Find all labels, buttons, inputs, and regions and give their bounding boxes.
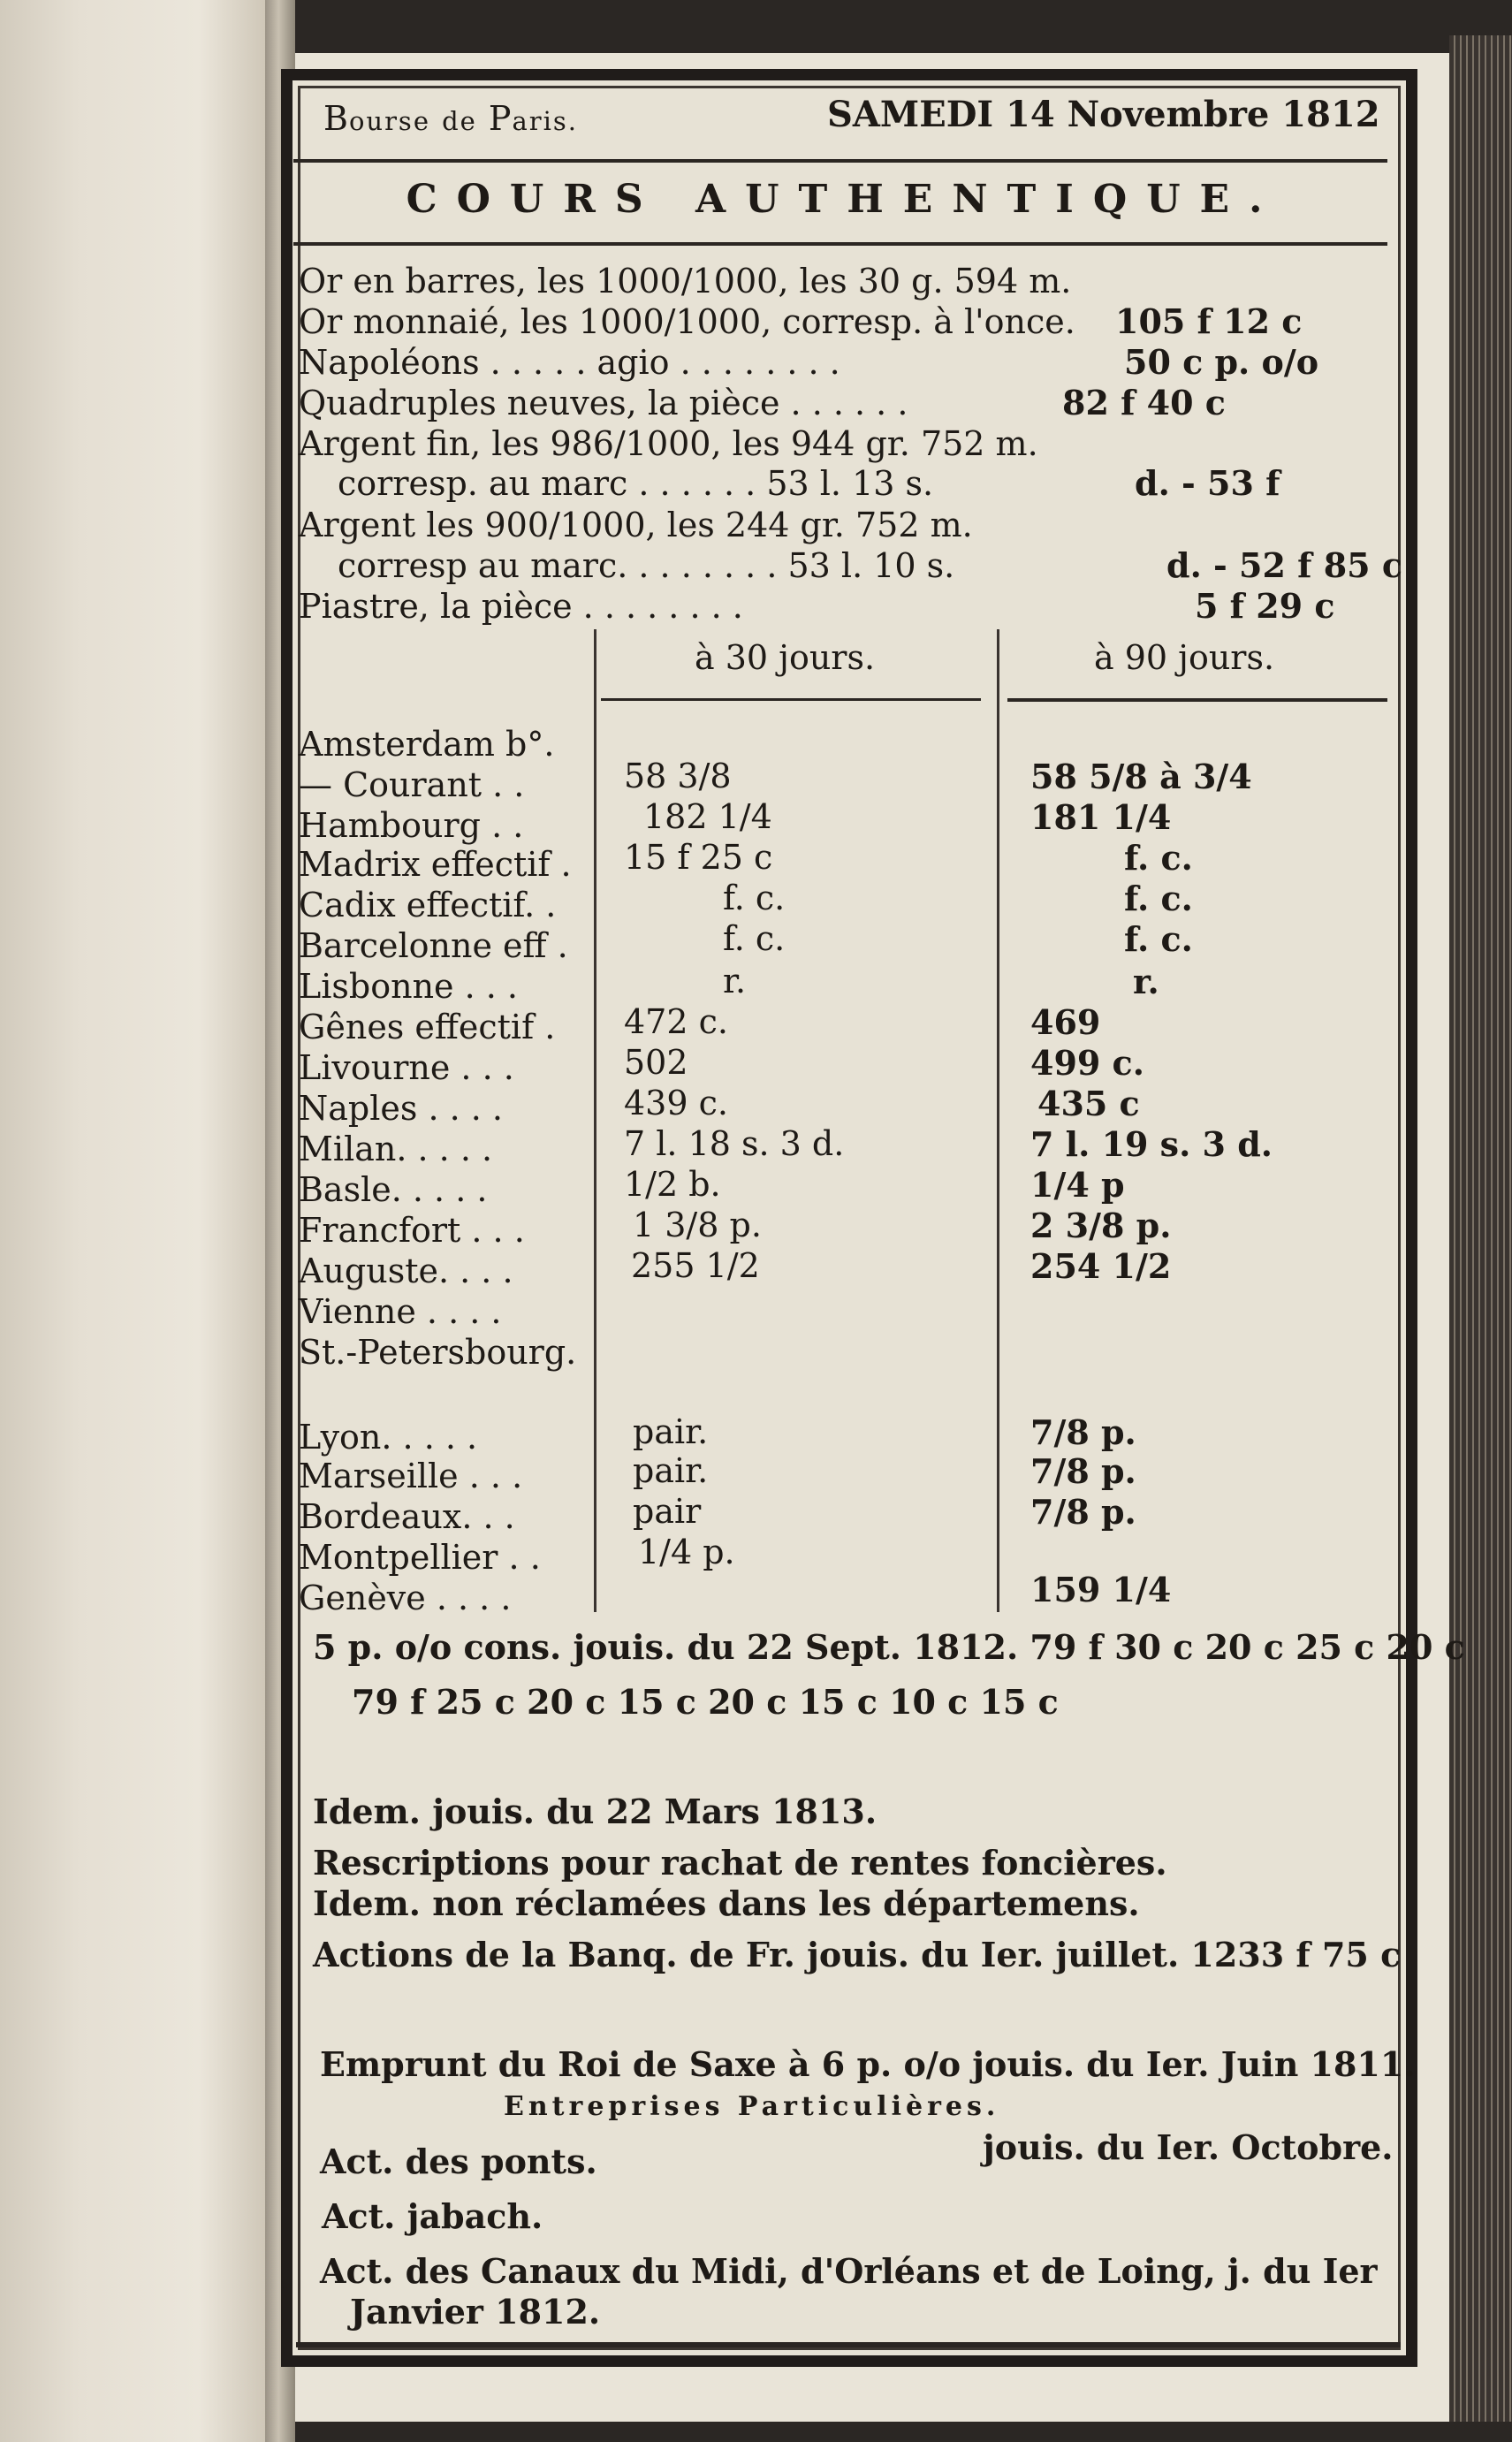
act-jabach: Act. jabach.	[322, 2196, 543, 2236]
entreprises-title: Entreprises Particulières.	[504, 2091, 1000, 2122]
actions-banque: Actions de la Banq. de Fr. jouis. du Ier. juillet. 1233 f 75 c	[313, 1935, 1402, 1974]
metal-value: d. - 53 f	[1135, 463, 1280, 503]
exchange-city: Basle. . . . .	[299, 1170, 488, 1209]
idem-non-reclamees: Idem. non réclamées dans les départemens.	[313, 1883, 1140, 1923]
rate-30-days: 255 1/2	[631, 1246, 760, 1285]
metal-value: 5 f 29 c	[1195, 586, 1335, 626]
metal-text: Piastre, la pièce . . . . . . . .	[299, 587, 743, 626]
rate-90-days: 181 1/4	[1030, 797, 1172, 837]
rate-90-days: f. c.	[1124, 879, 1193, 918]
rate-90-days: f. c.	[1124, 838, 1193, 878]
act-canaux-1: Act. des Canaux du Midi, d'Orléans et de Loing, j. du Ier	[320, 2251, 1378, 2291]
exchange-city: Marseille . . .	[299, 1457, 523, 1495]
column-divider-2	[997, 629, 999, 1612]
exchange-city: Auguste. . . .	[299, 1251, 513, 1290]
column-rule-90	[1007, 698, 1387, 702]
column-header-30-days: à 30 jours.	[695, 638, 876, 677]
rate-90-days: 7/8 p.	[1030, 1451, 1136, 1491]
rentes-line-1: 5 p. o/o cons. jouis. du 22 Sept. 1812. 79 f 30 c 20 c 25 c 20 c	[313, 1627, 1465, 1667]
rate-90-days: 7 l. 19 s. 3 d.	[1030, 1124, 1273, 1164]
rate-30-days: 15 f 25 c	[624, 838, 773, 877]
exchange-city: Naples . . . .	[299, 1089, 504, 1128]
rate-90-days: 469	[1030, 1002, 1101, 1042]
exchange-city: Milan. . . . .	[299, 1130, 493, 1168]
header-left: Bourse de Paris.	[323, 99, 579, 138]
rate-90-days: 7/8 p.	[1030, 1492, 1136, 1532]
exchange-city: Gênes effectif .	[299, 1008, 556, 1046]
exchange-city: St.-Petersbourg.	[299, 1333, 577, 1372]
rate-90-days: 2 3/8 p.	[1030, 1206, 1172, 1245]
metal-text: corresp. au marc . . . . . . 53 l. 13 s.	[338, 464, 934, 503]
act-ponts: Act. des ponts.	[320, 2142, 597, 2181]
metal-text: Argent les 900/1000, les 244 gr. 752 m.	[299, 506, 973, 544]
idem-mars: Idem. jouis. du 22 Mars 1813.	[313, 1792, 878, 1831]
metal-text: Or en barres, les 1000/1000, les 30 g. 594 m.	[299, 262, 1072, 300]
rate-30-days: f. c.	[723, 879, 786, 917]
left-facing-page	[0, 0, 265, 2442]
rate-30-days: 1 3/8 p.	[633, 1206, 762, 1244]
rate-30-days: pair	[633, 1492, 702, 1531]
rate-30-days: pair.	[633, 1412, 709, 1451]
page-edges	[1449, 35, 1512, 2422]
exchange-city: — Courant . .	[299, 765, 525, 804]
metal-value: 105 f 12 c	[1115, 301, 1303, 341]
rescriptions: Rescriptions pour rachat de rentes foncières.	[313, 1843, 1167, 1883]
rate-30-days: 472 c.	[624, 1002, 728, 1041]
rate-30-days: r.	[723, 962, 747, 1000]
header-date: SAMEDI 14 Novembre 1812	[827, 94, 1380, 135]
metal-text: Napoléons . . . . . agio . . . . . . . .	[299, 343, 840, 382]
exchange-city: Madrix effectif .	[299, 845, 572, 884]
rate-90-days: 58 5/8 à 3/4	[1030, 757, 1252, 796]
rate-30-days: 439 c.	[624, 1084, 728, 1122]
rate-30-days: 502	[624, 1043, 688, 1082]
column-header-90-days: à 90 jours.	[1094, 638, 1275, 677]
exchange-city: Hambourg . .	[299, 806, 524, 845]
column-rule-30	[601, 698, 981, 701]
exchange-city: Vienne . . . .	[299, 1292, 502, 1331]
rate-90-days: 499 c.	[1030, 1043, 1144, 1083]
exchange-city: Bordeaux. . .	[299, 1497, 515, 1536]
header-rule	[293, 159, 1387, 163]
rate-90-days: 159 1/4	[1030, 1570, 1172, 1609]
rate-30-days: 58 3/8	[624, 757, 732, 795]
metal-text: corresp au marc. . . . . . . . 53 l. 10 s.	[338, 546, 955, 585]
metal-text: Argent fin, les 986/1000, les 944 gr. 752 m.	[299, 424, 1038, 463]
title-rule	[293, 242, 1387, 246]
rate-90-days: 1/4 p	[1030, 1165, 1125, 1205]
rate-90-days: f. c.	[1124, 919, 1193, 959]
column-divider-1	[594, 629, 596, 1612]
rate-30-days: pair.	[633, 1451, 709, 1490]
bottom-rule	[296, 2342, 1401, 2347]
metal-value: 50 c p. o/o	[1124, 342, 1319, 382]
rate-90-days: 435 c	[1037, 1084, 1140, 1123]
rate-30-days: 1/4 p.	[638, 1533, 735, 1571]
rate-90-days: r.	[1133, 962, 1159, 1001]
act-canaux-2: Janvier 1812.	[350, 2292, 601, 2332]
exchange-city: Amsterdam b°.	[299, 725, 555, 764]
exchange-city: Francfort . . .	[299, 1211, 525, 1250]
rate-30-days: 1/2 b.	[624, 1165, 721, 1204]
exchange-city: Cadix effectif. .	[299, 886, 557, 924]
exchange-city: Genève . . . .	[299, 1579, 512, 1617]
rate-90-days: 254 1/2	[1030, 1246, 1172, 1286]
rentes-line-2: 79 f 25 c 20 c 15 c 20 c 15 c 10 c 15 c	[352, 1682, 1059, 1722]
exchange-city: Lisbonne . . .	[299, 967, 519, 1006]
metal-value: 82 f 40 c	[1062, 383, 1226, 422]
exchange-city: Montpellier . .	[299, 1538, 541, 1577]
page-title: COURS AUTHENTIQUE.	[406, 177, 1282, 222]
metal-text: Or monnaié, les 1000/1000, corresp. à l'once.	[299, 302, 1075, 341]
exchange-city: Lyon. . . . .	[299, 1418, 478, 1457]
rate-30-days: 182 1/4	[643, 797, 772, 836]
rate-90-days: 7/8 p.	[1030, 1412, 1136, 1452]
metal-value: d. - 52 f 85 c	[1166, 545, 1402, 585]
act-ponts-date: jouis. du Ier. Octobre.	[983, 2127, 1394, 2167]
rate-30-days: 7 l. 18 s. 3 d.	[624, 1124, 845, 1163]
rate-30-days: f. c.	[723, 919, 786, 958]
exchange-city: Livourne . . .	[299, 1048, 514, 1087]
emprunt-saxe: Emprunt du Roi de Saxe à 6 p. o/o jouis. du Ier. Juin 1811.	[320, 2044, 1416, 2084]
metal-text: Quadruples neuves, la pièce . . . . . .	[299, 384, 908, 422]
exchange-city: Barcelonne eff .	[299, 926, 568, 965]
